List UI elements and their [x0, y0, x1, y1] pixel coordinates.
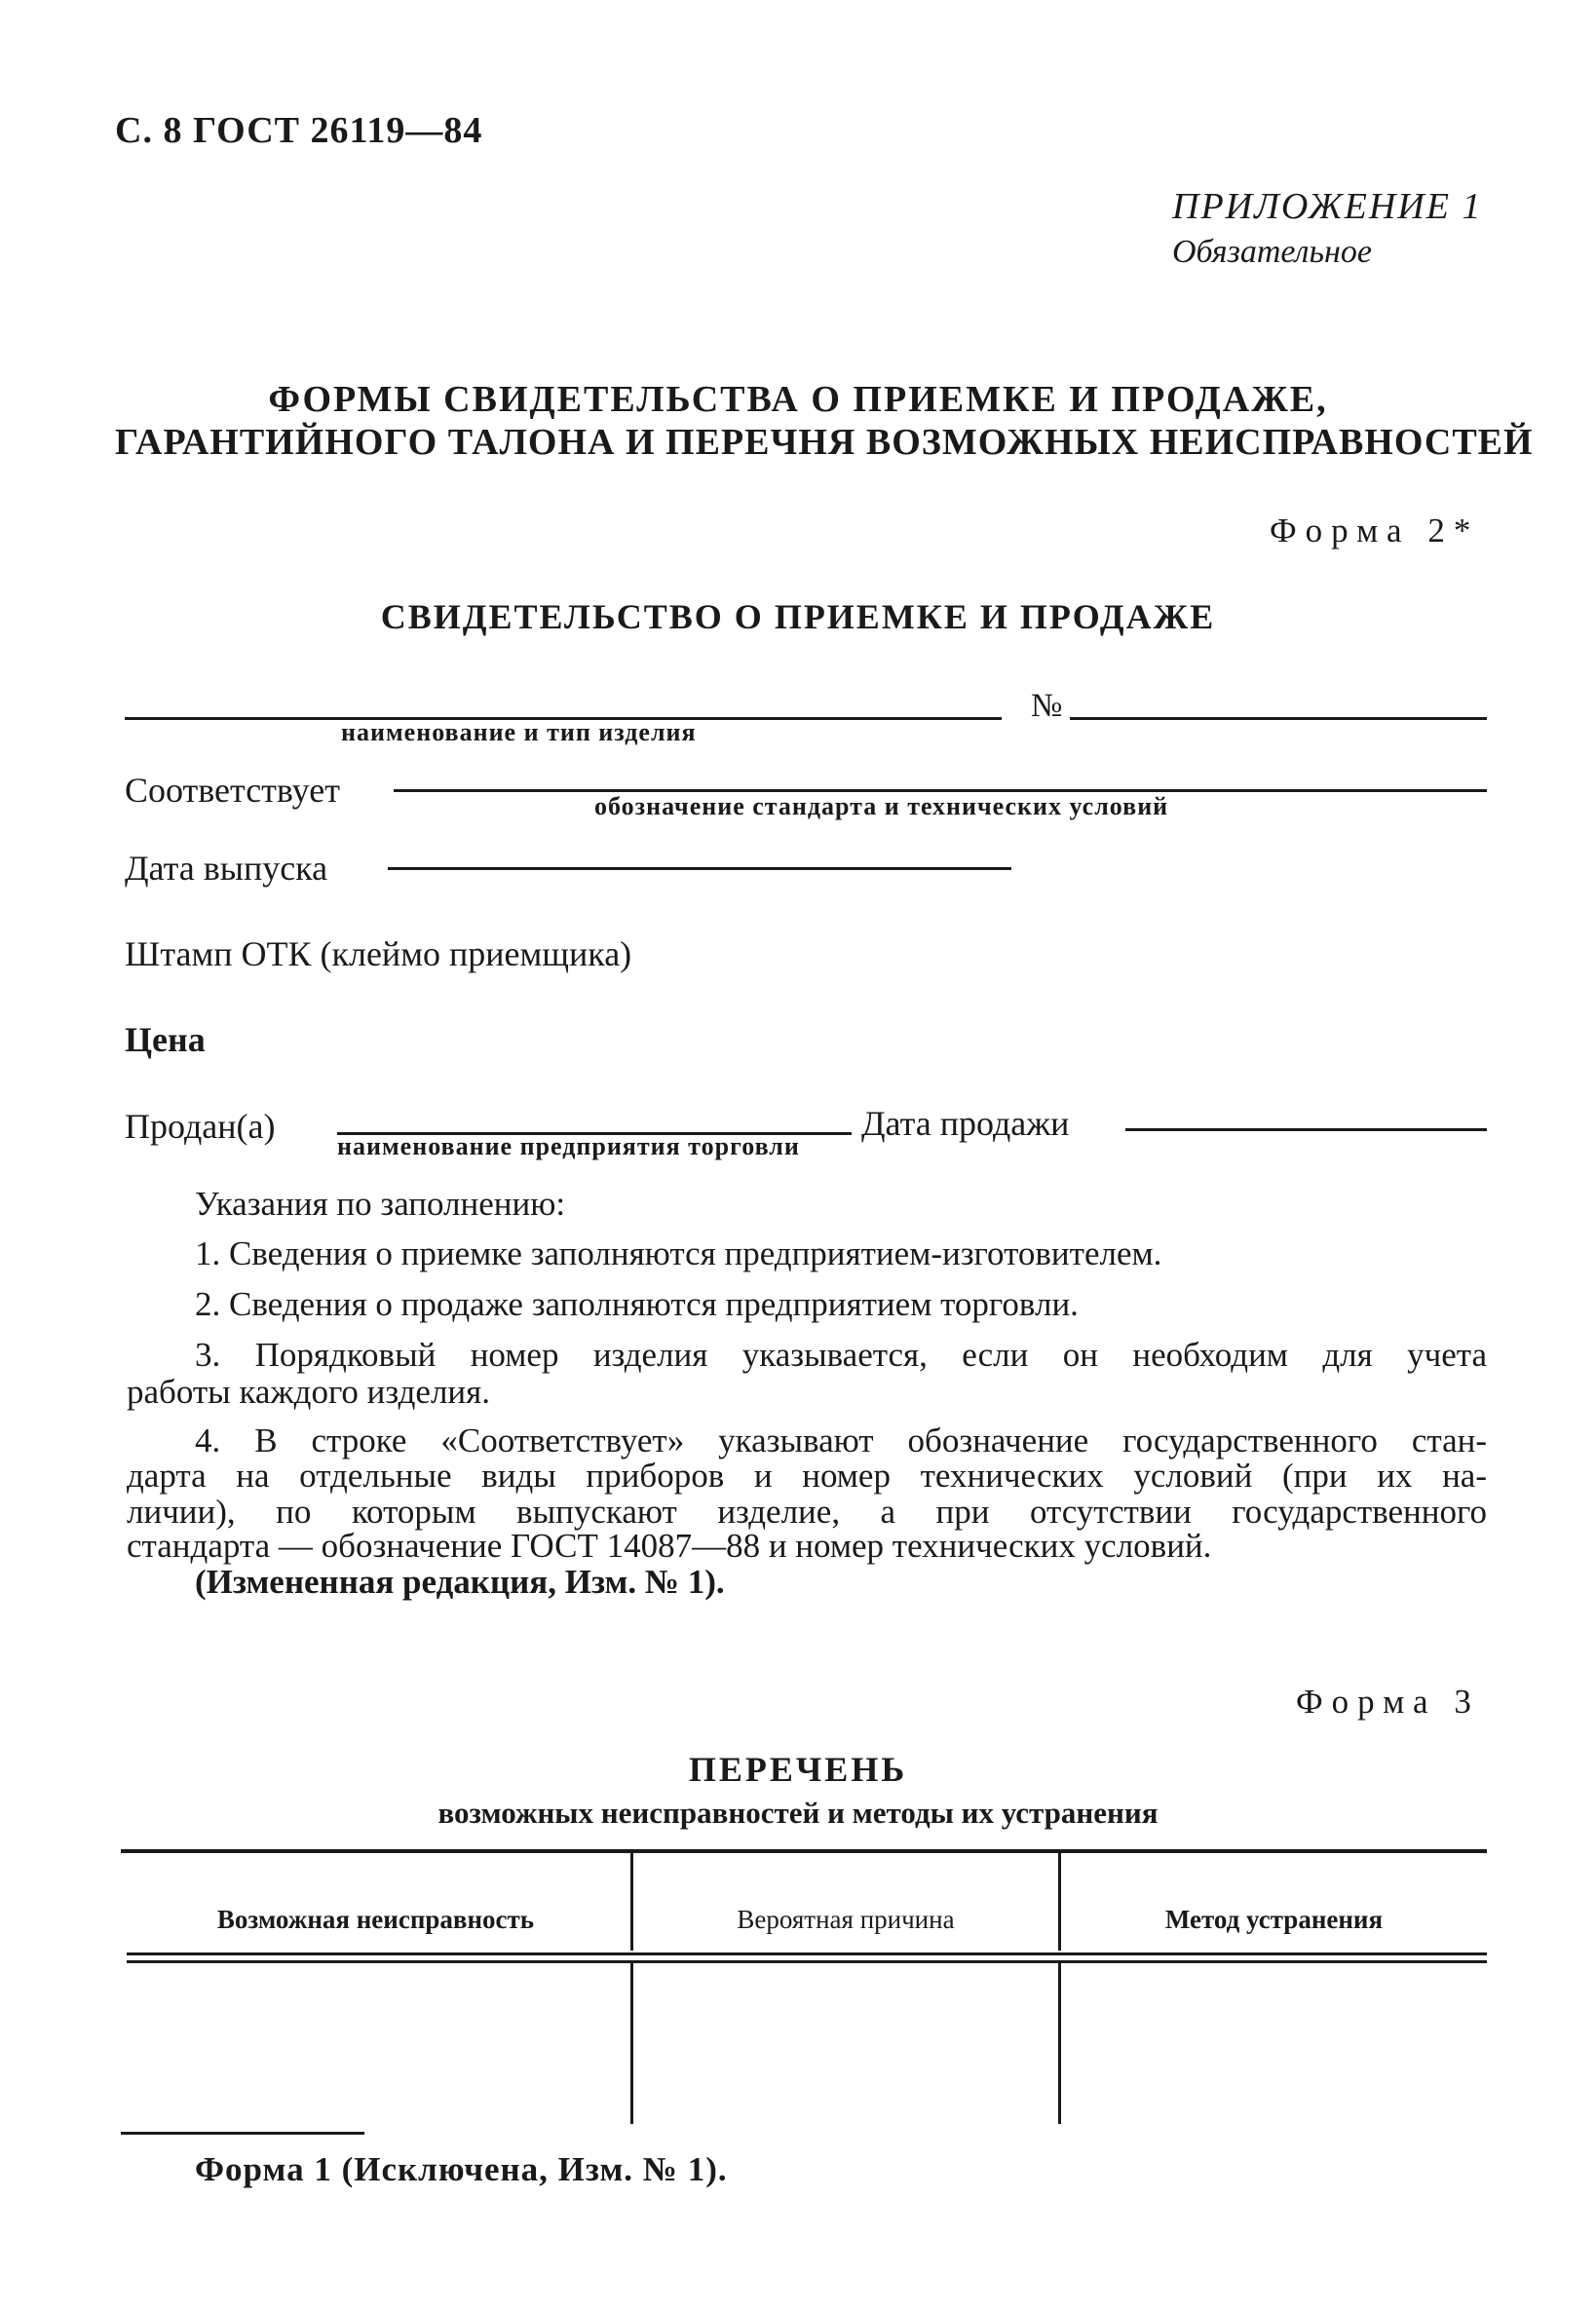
- table-header-rule-2: [127, 1960, 1487, 1963]
- instruction-3-line1: 3. Порядковый номер изделия указывается, если он необходим для учета: [195, 1336, 1487, 1374]
- instruction-4-line3: личии), по которым выпускают изделие, а при отсутствии государственного: [127, 1493, 1487, 1531]
- conforms-label: Соответствует: [125, 771, 340, 810]
- form3-title: ПЕРЕЧЕНЬ: [688, 1750, 908, 1789]
- form2-title: СВИДЕТЕЛЬСТВО О ПРИЕМКЕ И ПРОДАЖЕ: [380, 597, 1216, 636]
- release-date-label: Дата выпуска: [125, 849, 328, 888]
- table-header-divider-1: [630, 1853, 633, 1951]
- price-label: Цена: [125, 1020, 206, 1059]
- table-header-divider-2: [1058, 1853, 1061, 1951]
- sold-label: Продан(а): [125, 1107, 276, 1146]
- instruction-4-line1: 4. В строке «Соответствует» указывают обозначение государственного стан-: [195, 1421, 1487, 1459]
- sale-date-label: Дата продажи: [861, 1104, 1070, 1143]
- main-title-line2: ГАРАНТИЙНОГО ТАЛОНА И ПЕРЕЧНЯ ВОЗМОЖНЫХ НЕИСПРАВНОСТЕЙ: [115, 422, 1534, 463]
- footnote-rule: [121, 2132, 364, 2135]
- column-header-fault: Возможная неисправность: [216, 1905, 535, 1934]
- conforms-caption: обозначение стандарта и технических условий: [594, 792, 1169, 820]
- number-sign: №: [1031, 688, 1063, 724]
- sale-date-line: [1125, 1128, 1487, 1131]
- product-name-caption: наименование и тип изделия: [341, 718, 697, 746]
- appendix-subtitle: Обязательное: [1172, 234, 1372, 270]
- form3-label: Форма 3: [1296, 1683, 1480, 1721]
- sold-caption: наименование предприятия торговли: [337, 1132, 800, 1160]
- instruction-4-line2: дарта на отдельные виды приборов и номер технических условий (при их на-: [127, 1457, 1487, 1495]
- instruction-1: 1. Сведения о приемке заполняются предприятием-изготовителем.: [195, 1234, 1162, 1272]
- page-reference: С. 8 ГОСТ 26119—84: [115, 110, 483, 151]
- column-header-cause: Вероятная причина: [737, 1905, 955, 1934]
- footnote-text: Форма 1 (Исключена, Изм. № 1).: [195, 2150, 728, 2188]
- instruction-2: 2. Сведения о продаже заполняются предприятием торговли.: [195, 1285, 1079, 1323]
- table-top-rule: [121, 1849, 1487, 1853]
- main-title-line1: ФОРМЫ СВИДЕТЕЛЬСТВА О ПРИЕМКЕ И ПРОДАЖЕ,: [268, 379, 1328, 420]
- otk-stamp-label: Штамп ОТК (клеймо приемщика): [125, 934, 632, 973]
- instruction-3-line2: работы каждого изделия.: [127, 1373, 490, 1411]
- form2-label: Форма 2*: [1270, 512, 1480, 550]
- release-date-line: [388, 867, 1011, 870]
- amendment-note: (Измененная редакция, Изм. № 1).: [195, 1563, 725, 1601]
- table-body-divider-1: [630, 1963, 633, 2124]
- table-body-divider-2: [1058, 1963, 1061, 2124]
- instruction-4-line4: стандарта — обозначение ГОСТ 14087—88 и номер технических условий.: [127, 1527, 1212, 1565]
- instructions-heading: Указания по заполнению:: [195, 1185, 566, 1223]
- table-header-rule-1: [127, 1952, 1487, 1955]
- product-number-line: [1070, 717, 1487, 720]
- column-header-method: Метод устранения: [1164, 1905, 1384, 1934]
- form3-subtitle: возможных неисправностей и методы их устранения: [437, 1796, 1159, 1830]
- appendix-title: ПРИЛОЖЕНИЕ 1: [1172, 186, 1483, 227]
